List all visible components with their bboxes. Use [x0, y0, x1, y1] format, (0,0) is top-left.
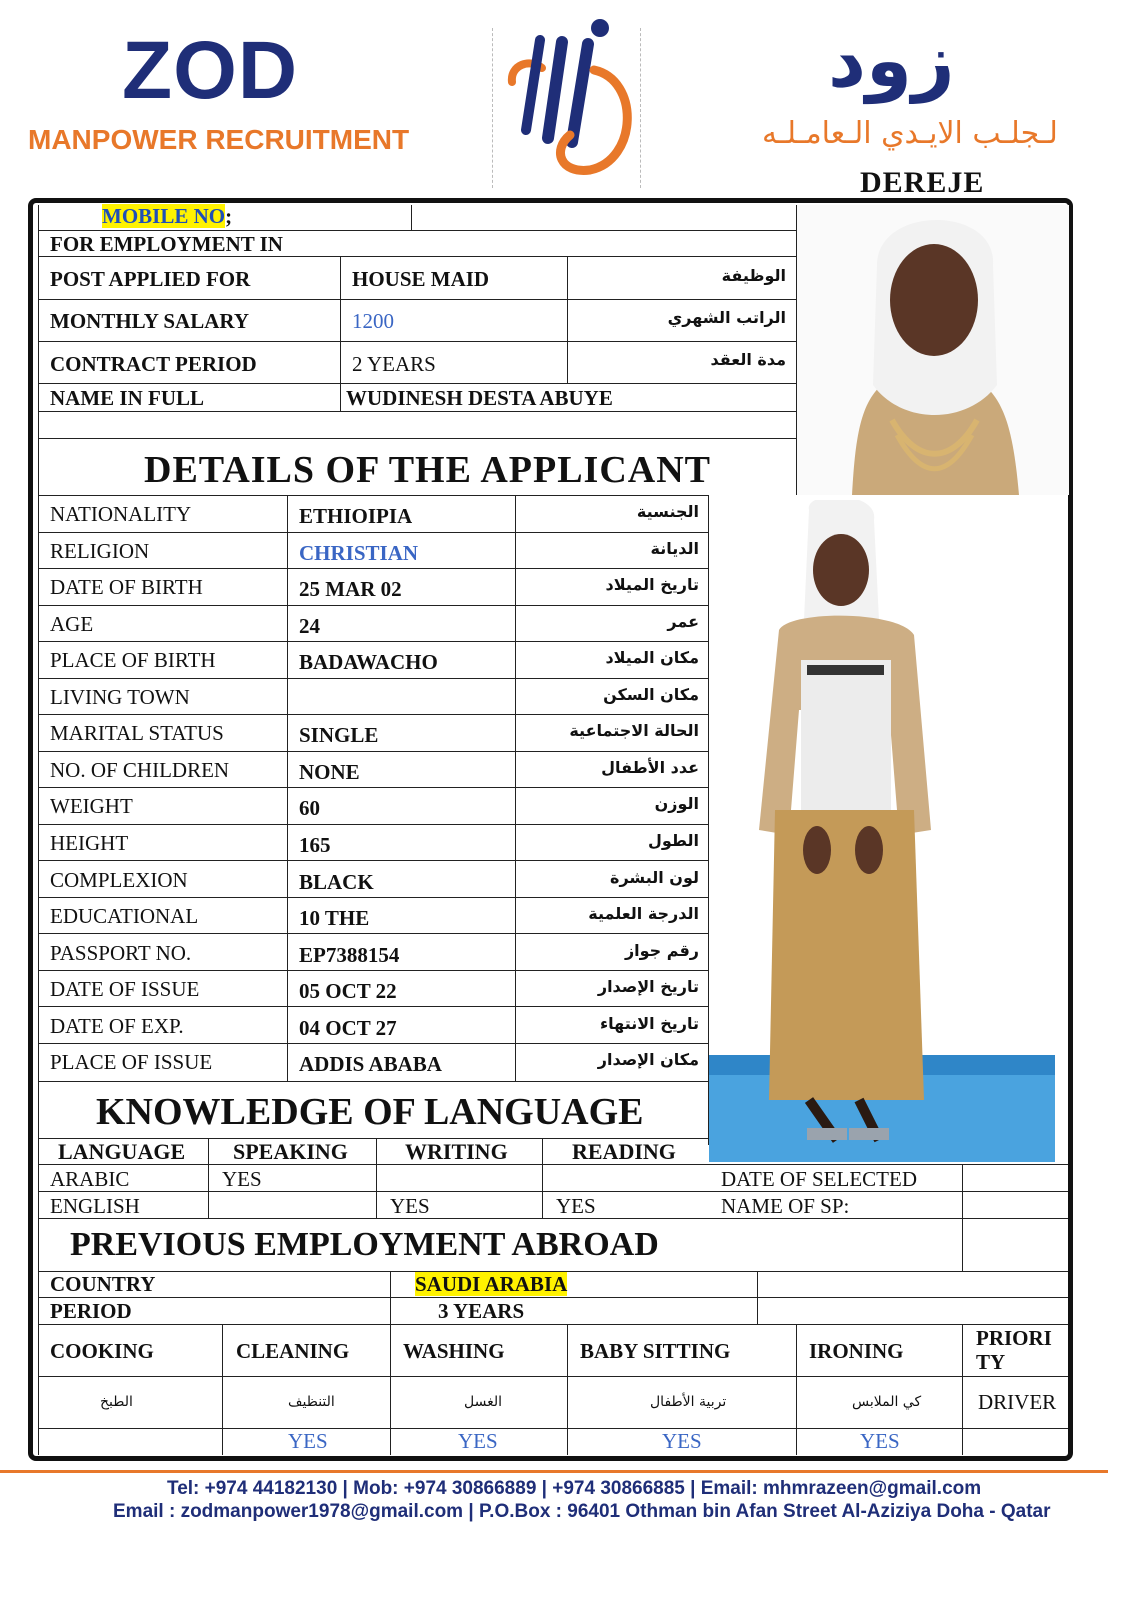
details-cell: 04 OCT 27 [299, 1016, 397, 1040]
period-label: PERIOD [50, 1299, 132, 1323]
writing-header: WRITING [405, 1139, 508, 1164]
skill-header: COOKING [50, 1339, 154, 1363]
arabic-speaking: YES [222, 1167, 262, 1191]
details-cell: LIVING TOWN [50, 685, 190, 709]
details-cell: عمر [667, 612, 699, 631]
details-cell: DATE OF BIRTH [50, 575, 203, 599]
country-value: SAUDI ARABIA [415, 1272, 568, 1296]
details-cell: الدرجة العلمية [588, 904, 699, 923]
brand-name-arabic: زود [828, 18, 955, 104]
post-arabic: الوظيفة [721, 266, 786, 285]
employment-label: FOR EMPLOYMENT IN [50, 232, 283, 256]
details-cell: تاريخ الانتهاء [599, 1014, 699, 1033]
english-reading: YES [556, 1194, 596, 1218]
speaking-header: SPEAKING [233, 1139, 348, 1164]
details-cell: 05 OCT 22 [299, 979, 397, 1003]
name-value: WUDINESH DESTA ABUYE [346, 386, 613, 410]
details-cell: DATE OF EXP. [50, 1014, 184, 1038]
footer-contact-line: Tel: +974 44182130 | Mob: +974 30866889 | +974 30866885 | Email: mhmrazeen@gmail.com [167, 1478, 982, 1499]
details-cell: 165 [299, 833, 331, 857]
contract-value: 2 YEARS [352, 352, 436, 376]
details-cell: EDUCATIONAL [50, 904, 199, 928]
priority-value: DRIVER [978, 1390, 1057, 1414]
details-cell: تاريخ الميلاد [605, 575, 699, 594]
details-cell: AGE [50, 612, 94, 636]
details-cell: SINGLE [299, 723, 379, 747]
details-cell: RELIGION [50, 539, 150, 563]
skill-arabic: الغسل [464, 1394, 503, 1410]
brand-subtitle: MANPOWER RECRUITMENT [28, 124, 410, 155]
skill-arabic: تربية الأطفال [650, 1394, 727, 1410]
details-cell: الجنسية [636, 502, 699, 521]
post-value: HOUSE MAID [352, 267, 490, 291]
details-cell: PLACE OF BIRTH [50, 648, 216, 672]
salary-label: MONTHLY SALARY [50, 309, 249, 333]
country-label: COUNTRY [50, 1272, 156, 1296]
post-label: POST APPLIED FOR [50, 267, 251, 291]
skill-arabic: التنظيف [288, 1394, 335, 1410]
details-cell: 60 [299, 796, 320, 820]
details-cell: NO. OF CHILDREN [50, 758, 230, 782]
details-cell: 25 MAR 02 [299, 577, 402, 601]
language-title: KNOWLEDGE OF LANGUAGE [96, 1091, 644, 1133]
english-writing: YES [390, 1194, 430, 1218]
details-cell: BLACK [299, 870, 374, 894]
brand-name: ZOD [122, 25, 299, 116]
details-cell: BADAWACHO [299, 650, 438, 674]
salary-arabic: الراتب الشهري [667, 308, 786, 327]
details-cell: CHRISTIAN [299, 541, 419, 565]
applicant-full-body-photo [709, 500, 1055, 1162]
priority-header: PRIORI TY [976, 1326, 1052, 1374]
details-cell: HEIGHT [50, 831, 129, 855]
skill-value: YES [288, 1429, 328, 1453]
skill-header: BABY SITTING [580, 1339, 731, 1363]
contract-label: CONTRACT PERIOD [50, 352, 257, 376]
details-cell: ETHIOIPIA [299, 504, 413, 528]
reading-header: READING [572, 1139, 676, 1164]
skill-value: YES [662, 1429, 702, 1453]
details-cell: مكان الميلاد [605, 648, 699, 667]
company-logo-icon [490, 10, 640, 185]
details-cell: الحالة الاجتماعية [569, 721, 699, 740]
date-selected-label: DATE OF SELECTED [721, 1167, 917, 1191]
details-cell: 10 THE [299, 906, 370, 930]
details-cell: ADDIS ABABA [299, 1052, 442, 1076]
name-label: NAME IN FULL [50, 386, 205, 410]
details-cell: EP7388154 [299, 943, 400, 967]
contract-arabic: مدة العقد [710, 350, 786, 369]
details-cell: لون البشرة [610, 868, 699, 887]
details-cell: تاريخ الإصدار [597, 977, 699, 996]
details-cell: MARITAL STATUS [50, 721, 224, 745]
applicant-portrait-photo [797, 205, 1069, 495]
salary-value: 1200 [352, 309, 394, 333]
details-title: DETAILS OF THE APPLICANT [144, 449, 712, 491]
details-cell: PASSPORT NO. [50, 941, 192, 965]
footer-address-line: Email : zodmanpower1978@gmail.com | P.O.Box : 96401 Othman bin Afan Street Al-Aziziya Doha - Qatar [113, 1501, 1051, 1522]
details-cell: WEIGHT [50, 794, 133, 818]
skill-header: IRONING [809, 1339, 904, 1363]
language-english: ENGLISH [50, 1194, 140, 1218]
footer-divider [0, 1470, 1108, 1473]
header-divider [640, 28, 641, 188]
language-header: LANGUAGE [58, 1139, 186, 1164]
skill-value: YES [860, 1429, 900, 1453]
previous-title: PREVIOUS EMPLOYMENT ABROAD [70, 1226, 659, 1263]
details-cell: الديانة [650, 539, 699, 558]
details-cell: NONE [299, 760, 360, 784]
sp-name-label: NAME OF SP: [721, 1194, 850, 1218]
mobile-label: MOBILE NO; [102, 204, 233, 228]
brand-subtitle-arabic: لـجلـب الايـدي الـعامـلـه [762, 116, 1058, 151]
details-cell: مكان السكن [603, 685, 699, 704]
details-cell: رقم جواز [624, 941, 699, 960]
skill-arabic: كي الملابس [852, 1394, 922, 1410]
details-cell: الطول [648, 831, 699, 850]
details-cell: PLACE OF ISSUE [50, 1050, 213, 1074]
details-cell: COMPLEXION [50, 868, 188, 892]
skill-arabic: الطبخ [100, 1394, 133, 1410]
details-cell: مكان الإصدار [597, 1050, 699, 1069]
skill-header: WASHING [403, 1339, 505, 1363]
language-arabic: ARABIC [50, 1167, 130, 1191]
period-value: 3 YEARS [438, 1299, 525, 1323]
skill-header: CLEANING [236, 1339, 350, 1363]
header-divider [492, 28, 493, 188]
skill-value: YES [458, 1429, 498, 1453]
details-cell: NATIONALITY [50, 502, 192, 526]
details-cell: 24 [299, 614, 320, 638]
details-cell: عدد الأطفال [601, 758, 699, 777]
details-cell: الوزن [654, 794, 699, 813]
agent-name: DEREJE [860, 166, 985, 199]
details-cell: DATE OF ISSUE [50, 977, 200, 1001]
